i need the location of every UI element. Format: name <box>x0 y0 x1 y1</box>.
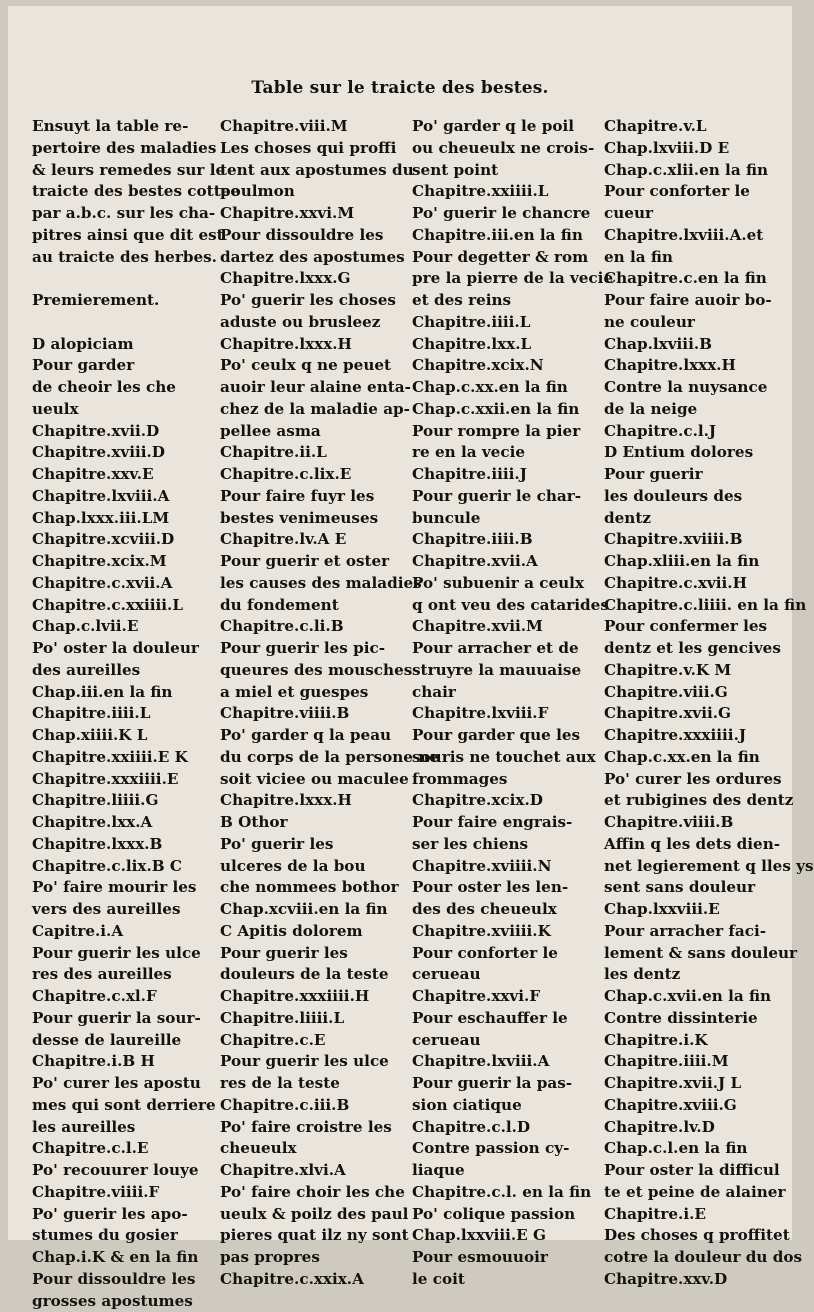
table-line: Chapitre.xxiiii.L <box>412 181 604 203</box>
table-line: Chap.xiiii.K L <box>32 725 224 747</box>
table-line: Chapitre.viiii.B <box>220 703 412 725</box>
table-line: ser les chiens <box>412 834 604 856</box>
table-line: cueur <box>604 203 788 225</box>
table-line: pre la pierre de la vecie <box>412 268 604 290</box>
table-line: au traicte des herbes. <box>32 247 224 269</box>
table-line: Pour rompre la pier <box>412 421 604 443</box>
table-line: Chap.xcviii.en la fin <box>220 899 412 921</box>
table-line: Chapitre.xxv.E <box>32 464 224 486</box>
table-line: Chapitre.iiii.L <box>32 703 224 725</box>
table-line: Chapitre.lxviii.A.et <box>604 225 788 247</box>
table-line: Pour confermer les <box>604 616 788 638</box>
table-line: Chapitre.viiii.F <box>32 1182 224 1204</box>
table-line: ou cheueulx ne crois- <box>412 138 604 160</box>
table-line: de cheoir les che <box>32 377 224 399</box>
table-line: auoir leur alaine enta- <box>220 377 412 399</box>
table-line: Chapitre.c.xl.F <box>32 986 224 1008</box>
table-line: re en la vecie <box>412 442 604 464</box>
table-line: Chap.lxviii.D E <box>604 138 788 160</box>
table-line: Chapitre.viiii.B <box>604 812 788 834</box>
table-line: stumes du gosier <box>32 1225 224 1247</box>
table-line: Chapitre.xvii.J L <box>604 1073 788 1095</box>
table-line: Chapitre.lxxx.B <box>32 834 224 856</box>
table-line: Pour guerir les ulce <box>220 1051 412 1073</box>
table-line: Po' garder q la peau <box>220 725 412 747</box>
table-column-2 <box>220 116 412 1291</box>
table-line: struyre la mauuaise <box>412 660 604 682</box>
table-line: Chapitre.c.iii.B <box>220 1095 412 1117</box>
table-line: Pour arracher faci- <box>604 921 788 943</box>
table-line: Chapitre.c.lix.B C <box>32 856 224 878</box>
table-line: Capitre.i.A <box>32 921 224 943</box>
table-line: Contre dissinterie <box>604 1008 788 1030</box>
table-line: Chapitre.xxxiiii.H <box>220 986 412 1008</box>
table-line: Chapitre.xvii.D <box>32 421 224 443</box>
table-line: du corps de la persone ne <box>220 747 412 769</box>
table-line: les aureilles <box>32 1117 224 1139</box>
table-line: Chapitre.iiii.J <box>412 464 604 486</box>
table-line: Chapitre.ii.L <box>220 442 412 464</box>
table-line: Chapitre.xxxiiii.E <box>32 769 224 791</box>
table-line: Chapitre.lxx.L <box>412 334 604 356</box>
table-line: queures des mousches <box>220 660 412 682</box>
table-line: vers des aureilles <box>32 899 224 921</box>
table-line: Chapitre.lxviii.A <box>412 1051 604 1073</box>
table-line: Affin q les dets dien- <box>604 834 788 856</box>
table-line: & leurs remedes sur le <box>32 160 224 182</box>
table-line: Chapitre.lxviii.F <box>412 703 604 725</box>
table-line: douleurs de la teste <box>220 964 412 986</box>
book-page <box>8 6 792 1240</box>
table-line: dartez des apostumes <box>220 247 412 269</box>
table-line: et des reins <box>412 290 604 312</box>
table-line: Chapitre.i.K <box>604 1030 788 1052</box>
table-line: Chapitre.xxvi.F <box>412 986 604 1008</box>
table-line: Chapitre.xviiii.K <box>412 921 604 943</box>
table-line: Po' garder q le poil <box>412 116 604 138</box>
table-line: Contre passion cy- <box>412 1138 604 1160</box>
table-line: tent aux apostumes du <box>220 160 412 182</box>
table-line: Chapitre.c.li.B <box>220 616 412 638</box>
table-line: Chapitre.c.xvii.A <box>32 573 224 595</box>
table-line: pitres ainsi que dit est <box>32 225 224 247</box>
table-line: Chapitre.v.K M <box>604 660 788 682</box>
table-line: Chapitre.xxxiiii.J <box>604 725 788 747</box>
table-line: ne couleur <box>604 312 788 334</box>
table-line: Chap.lxxviii.E <box>604 899 788 921</box>
table-line: Chapitre.xcviii.D <box>32 529 224 551</box>
table-line: des des cheueulx <box>412 899 604 921</box>
table-line: D alopiciam <box>32 334 224 356</box>
table-line: Chapitre.lv.D <box>604 1117 788 1139</box>
table-line: Chap.c.xxii.en la fin <box>412 399 604 421</box>
table-column-4 <box>604 116 788 1291</box>
table-line: Chapitre.c.l.D <box>412 1117 604 1139</box>
table-line: che nommees bothor <box>220 877 412 899</box>
table-line: ueulx <box>32 399 224 421</box>
table-line: Des choses q proffitet <box>604 1225 788 1247</box>
table-line: Po' oster la douleur <box>32 638 224 660</box>
table-line: buncule <box>412 508 604 530</box>
table-line: Chapitre.iiii.L <box>412 312 604 334</box>
table-line: Po' faire croistre les <box>220 1117 412 1139</box>
table-line: Chapitre.xvii.G <box>604 703 788 725</box>
table-line: Pour esmouuoir <box>412 1247 604 1269</box>
table-line: q ont veu des catarides <box>412 595 604 617</box>
table-line: Chapitre.xvii.A <box>412 551 604 573</box>
table-line: liaque <box>412 1160 604 1182</box>
table-line: Po' guerir les choses <box>220 290 412 312</box>
table-line: Chapitre.xxv.D <box>604 1269 788 1291</box>
table-line: Chap.iii.en la fin <box>32 682 224 704</box>
table-line: Chapitre.c.l.E <box>32 1138 224 1160</box>
table-line: Chapitre.xvii.M <box>412 616 604 638</box>
table-line: net legierement q lles ys <box>604 856 788 878</box>
table-line: Chapitre.lxxx.H <box>220 334 412 356</box>
table-line: Chapitre.lxviii.A <box>32 486 224 508</box>
table-line: Chap.xliii.en la fin <box>604 551 788 573</box>
table-line: chez de la maladie ap- <box>220 399 412 421</box>
table-line: Po' guerir le chancre <box>412 203 604 225</box>
table-line: Pour guerir le char- <box>412 486 604 508</box>
table-line: Ensuyt la table re- <box>32 116 224 138</box>
table-line: Pour dissouldre les <box>32 1269 224 1291</box>
table-line: Pour garder <box>32 355 224 377</box>
table-line: Chapitre.xviiii.N <box>412 856 604 878</box>
table-line: Chapitre.c.E <box>220 1030 412 1052</box>
table-line: Chapitre.lxxx.G <box>220 268 412 290</box>
table-line: de la neige <box>604 399 788 421</box>
table-line: Chapitre.c.lix.E <box>220 464 412 486</box>
table-line: ulceres de la bou <box>220 856 412 878</box>
table-line: Chapitre.xviii.D <box>32 442 224 464</box>
table-line: sent point <box>412 160 604 182</box>
table-line: lement & sans douleur <box>604 943 788 965</box>
table-line: Chapitre.iii.en la fin <box>412 225 604 247</box>
table-line: Chapitre.i.E <box>604 1204 788 1226</box>
table-line: Pour degetter & rom <box>412 247 604 269</box>
table-line: Chapitre.lxx.A <box>32 812 224 834</box>
table-line: Pour dissouldre les <box>220 225 412 247</box>
table-line: Pour guerir les <box>220 943 412 965</box>
table-line: Po' colique passion <box>412 1204 604 1226</box>
table-line: Chap.lxxx.iii.LM <box>32 508 224 530</box>
table-line: Chapitre.c.l. en la fin <box>412 1182 604 1204</box>
table-line: Chapitre.xcix.N <box>412 355 604 377</box>
table-line: Pour garder que les <box>412 725 604 747</box>
table-line: Chapitre.liiii.L <box>220 1008 412 1030</box>
table-line: Chapitre.xlvi.A <box>220 1160 412 1182</box>
table-line: cotre la douleur du dos <box>604 1247 788 1269</box>
table-line: Pour faire fuyr les <box>220 486 412 508</box>
table-line: Po' ceulx q ne peuet <box>220 355 412 377</box>
table-line: Pour guerir la sour- <box>32 1008 224 1030</box>
table-line: Chapitre.lxxx.H <box>604 355 788 377</box>
table-line: chair <box>412 682 604 704</box>
table-line: en la fin <box>604 247 788 269</box>
table-line: Po' guerir les <box>220 834 412 856</box>
table-line: Pour conforter le <box>604 181 788 203</box>
table-line: Po' faire mourir les <box>32 877 224 899</box>
page-header: Table sur le traicte des bestes. <box>8 78 792 98</box>
table-line: Chapitre.c.xvii.H <box>604 573 788 595</box>
table-line: Chap.i.K & en la fin <box>32 1247 224 1269</box>
table-line: Chap.c.lvii.E <box>32 616 224 638</box>
table-line: Chapitre.c.xxix.A <box>220 1269 412 1291</box>
table-line: Pour guerir la pas- <box>412 1073 604 1095</box>
table-line: traicte des bestes cottee <box>32 181 224 203</box>
table-line: Contre la nuysance <box>604 377 788 399</box>
table-line: les dentz <box>604 964 788 986</box>
table-line: res de la teste <box>220 1073 412 1095</box>
table-line: Chapitre.c.l.J <box>604 421 788 443</box>
table-line: Chapitre.xxvi.M <box>220 203 412 225</box>
table-line: cerueau <box>412 964 604 986</box>
table-line: desse de laureille <box>32 1030 224 1052</box>
table-line: grosses apostumes <box>32 1291 224 1312</box>
table-line: les causes des maladies <box>220 573 412 595</box>
table-line: Chapitre.xviii.G <box>604 1095 788 1117</box>
table-line: Chap.c.xlii.en la fin <box>604 160 788 182</box>
table-line: Pour eschauffer le <box>412 1008 604 1030</box>
table-line: Pour faire auoir bo- <box>604 290 788 312</box>
table-line: Chapitre.c.en la fin <box>604 268 788 290</box>
table-line: Po' guerir les apo- <box>32 1204 224 1226</box>
table-line: du fondement <box>220 595 412 617</box>
table-line: Chapitre.c.xxiiii.L <box>32 595 224 617</box>
table-line: Chapitre.i.B H <box>32 1051 224 1073</box>
table-line: cheueulx <box>220 1138 412 1160</box>
table-line: Chapitre.c.liiii. en la fin <box>604 595 788 617</box>
table-line: pertoire des maladies <box>32 138 224 160</box>
table-line: C Apitis dolorem <box>220 921 412 943</box>
table-line: Pour guerir les ulce <box>32 943 224 965</box>
table-line: frommages <box>412 769 604 791</box>
table-line: Po' curer les apostu <box>32 1073 224 1095</box>
table-line: dentz et les gencives <box>604 638 788 660</box>
table-line: souris ne touchet aux <box>412 747 604 769</box>
table-line: dentz <box>604 508 788 530</box>
table-column-3 <box>412 116 604 1291</box>
table-line: le coit <box>412 1269 604 1291</box>
table-line: Chapitre.xcix.M <box>32 551 224 573</box>
table-line: te et peine de alainer <box>604 1182 788 1204</box>
table-line: Premierement. <box>32 290 224 312</box>
table-line: Po' recouurer louye <box>32 1160 224 1182</box>
table-line: sion ciatique <box>412 1095 604 1117</box>
table-line: des aureilles <box>32 660 224 682</box>
table-line: aduste ou brusleez <box>220 312 412 334</box>
table-line: Pour guerir <box>604 464 788 486</box>
table-line: Chapitre.xcix.D <box>412 790 604 812</box>
table-line: Chap.c.xx.en la fin <box>604 747 788 769</box>
table-line: pas propres <box>220 1247 412 1269</box>
table-line: D Entium dolores <box>604 442 788 464</box>
table-line: Pour guerir les pic- <box>220 638 412 660</box>
table-line: pellee asma <box>220 421 412 443</box>
table-line <box>32 312 224 334</box>
table-line: Chapitre.viii.M <box>220 116 412 138</box>
table-line: Po' curer les ordures <box>604 769 788 791</box>
table-line: soit viciee ou maculee <box>220 769 412 791</box>
table-line: Pour oster la difficul <box>604 1160 788 1182</box>
table-line: Pour arracher et de <box>412 638 604 660</box>
table-line: mes qui sont derriere <box>32 1095 224 1117</box>
table-line: Po' faire choir les che <box>220 1182 412 1204</box>
table-line: poulmon <box>220 181 412 203</box>
table-line: cerueau <box>412 1030 604 1052</box>
table-line: Chapitre.lxxx.H <box>220 790 412 812</box>
table-line: bestes venimeuses <box>220 508 412 530</box>
table-line: Pour conforter le <box>412 943 604 965</box>
table-line: Chap.lxviii.B <box>604 334 788 356</box>
table-line: les douleurs des <box>604 486 788 508</box>
table-column-1 <box>32 116 224 1312</box>
table-line <box>32 268 224 290</box>
table-line: a miel et guespes <box>220 682 412 704</box>
table-line: Chap.c.xvii.en la fin <box>604 986 788 1008</box>
table-line: Po' subuenir a ceulx <box>412 573 604 595</box>
table-line: par a.b.c. sur les cha- <box>32 203 224 225</box>
table-line: Chap.c.l.en la fin <box>604 1138 788 1160</box>
table-line: Pour oster les len- <box>412 877 604 899</box>
table-line: Chapitre.xxiiii.E K <box>32 747 224 769</box>
table-line: Chapitre.lv.A E <box>220 529 412 551</box>
table-line: et rubigines des dentz <box>604 790 788 812</box>
table-line: Chapitre.iiii.B <box>412 529 604 551</box>
table-line: Chapitre.v.L <box>604 116 788 138</box>
table-line: ueulx & poilz des paul <box>220 1204 412 1226</box>
table-line: res des aureilles <box>32 964 224 986</box>
table-line: Pour faire engrais- <box>412 812 604 834</box>
table-line: Pour guerir et oster <box>220 551 412 573</box>
table-line: Les choses qui proffi <box>220 138 412 160</box>
table-line: Chap.lxxviii.E G <box>412 1225 604 1247</box>
table-line: Chapitre.iiii.M <box>604 1051 788 1073</box>
table-line: Chapitre.liiii.G <box>32 790 224 812</box>
table-line: B Othor <box>220 812 412 834</box>
table-line: Chap.c.xx.en la fin <box>412 377 604 399</box>
table-line: pieres quat ilz ny sont <box>220 1225 412 1247</box>
table-line: Chapitre.xviiii.B <box>604 529 788 551</box>
table-line: sent sans douleur <box>604 877 788 899</box>
table-line: Chapitre.viii.G <box>604 682 788 704</box>
